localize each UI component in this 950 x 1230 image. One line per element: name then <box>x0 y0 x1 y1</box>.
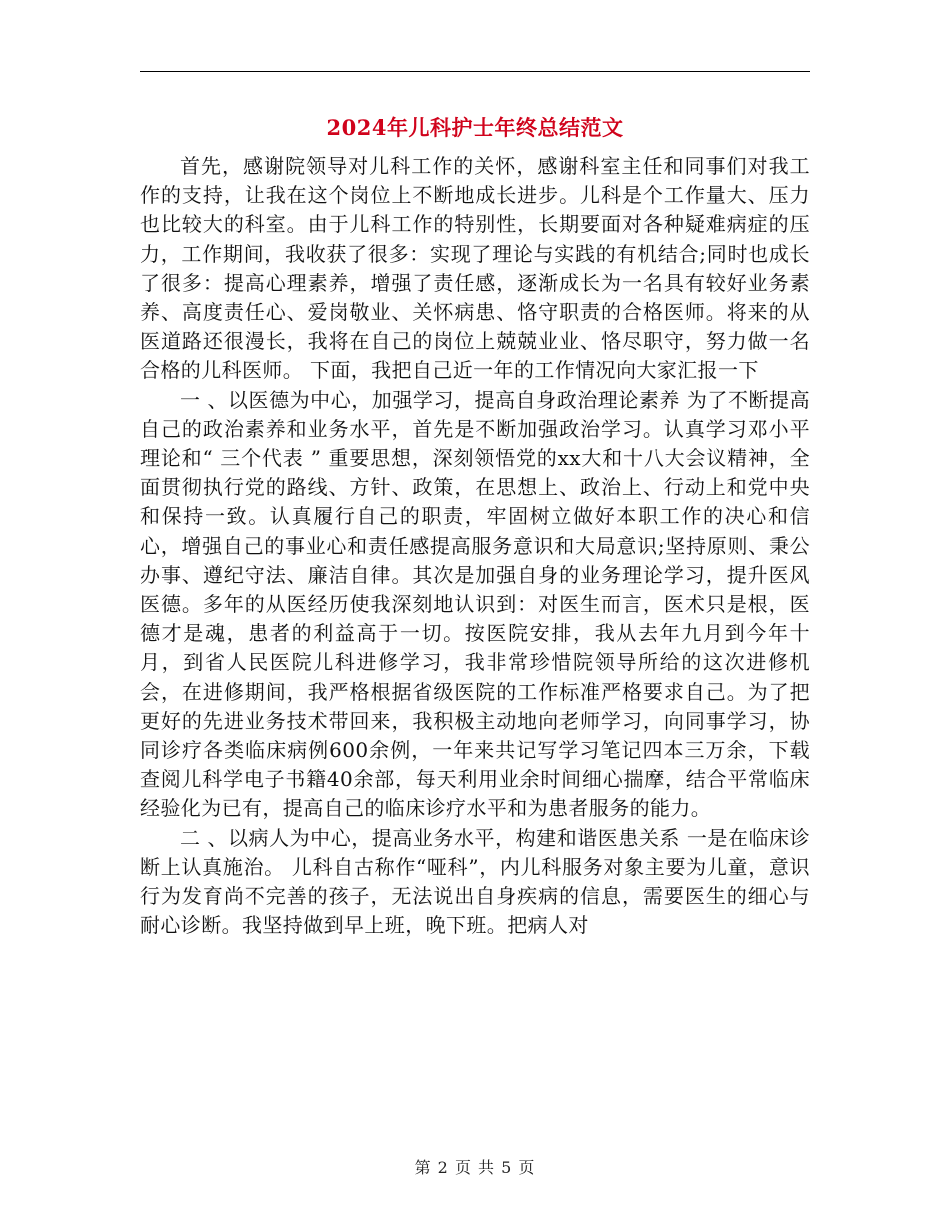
paragraph-section-two: 二 、以病人为中心，提高业务水平，构建和谐医患关系 一是在临床诊断上认真施治。 儿科自古称作“哑科”，内儿科服务对象主要为儿童，意识行为发育尚不完善的孩子，无法说出自身疾病的信息，需要医生的细心与耐心诊断。我坚持做到早上班，晚下班。把病人对 <box>140 825 810 938</box>
header-rule <box>140 71 810 72</box>
page-number: 第 2 页 共 5 页 <box>414 1158 536 1177</box>
document-body <box>140 152 810 940</box>
document-title: 2024年儿科护士年终总结范文 <box>326 115 624 140</box>
paragraph-section-one: 一 、以医德为中心，加强学习，提高自身政治理论素养 为了不断提高自己的政治素养和业务水平，首先是不断加强政治学习。认真学习邓小平理论和“ 三个代表 ” 重要思想，深刻领悟党的xx大和十八大会议精神，全面贯彻执行党的路线、方针、政策，在思想上、政治上、行动上和党中央和保持一致。认真履行自己的职责，牢固树立做好本职工作的决心和信心，增强自己的事业心和责任感提高服务意识和大局意识;坚持原则、秉公办事、遵纪守法、廉洁自律。其次是加强自身的业务理论学习，提升医风医德。多年的从医经历使我深刻地认识到：对医生而言，医术只是根，医德才是魂，患者的利益高于一切。按医院安排，我从去年九月到今年十月，到省人民医院儿科进修学习，我非常珍惜院领导所给的这次进修机会，在进修期间，我严格根据省级医院的工作标准严格要求自己。为了把更好的先进业务技术带回来，我积极主动地向老师学习，向同事学习，协同诊疗各类临床病例600余例，一年来共记写学习笔记四本三万余，下载查阅儿科学电子书籍40余部，每天利用业余时间细心揣摩，结合平常临床经验化为已有，提高自己的临床诊疗水平和为患者服务的能力。 <box>140 387 810 821</box>
paragraph-intro: 首先，感谢院领导对儿科工作的关怀，感谢科室主任和同事们对我工作的支持，让我在这个岗位上不断地成长进步。儿科是个工作量大、压力也比较大的科室。由于儿科工作的特别性，长期要面对各种疑难病症的压力，工作期间，我收获了很多：实现了理论与实践的有机结合;同时也成长了很多：提高心理素养，增强了责任感，逐渐成长为一名具有较好业务素养、高度责任心、爱岗敬业、关怀病患、恪守职责的合格医师。将来的从医道路还很漫长，我将在自己的岗位上兢兢业业、恪尽职守，努力做一名合格的儿科医师。 下面，我把自己近一年的工作情况向大家汇报一下 <box>140 154 810 383</box>
